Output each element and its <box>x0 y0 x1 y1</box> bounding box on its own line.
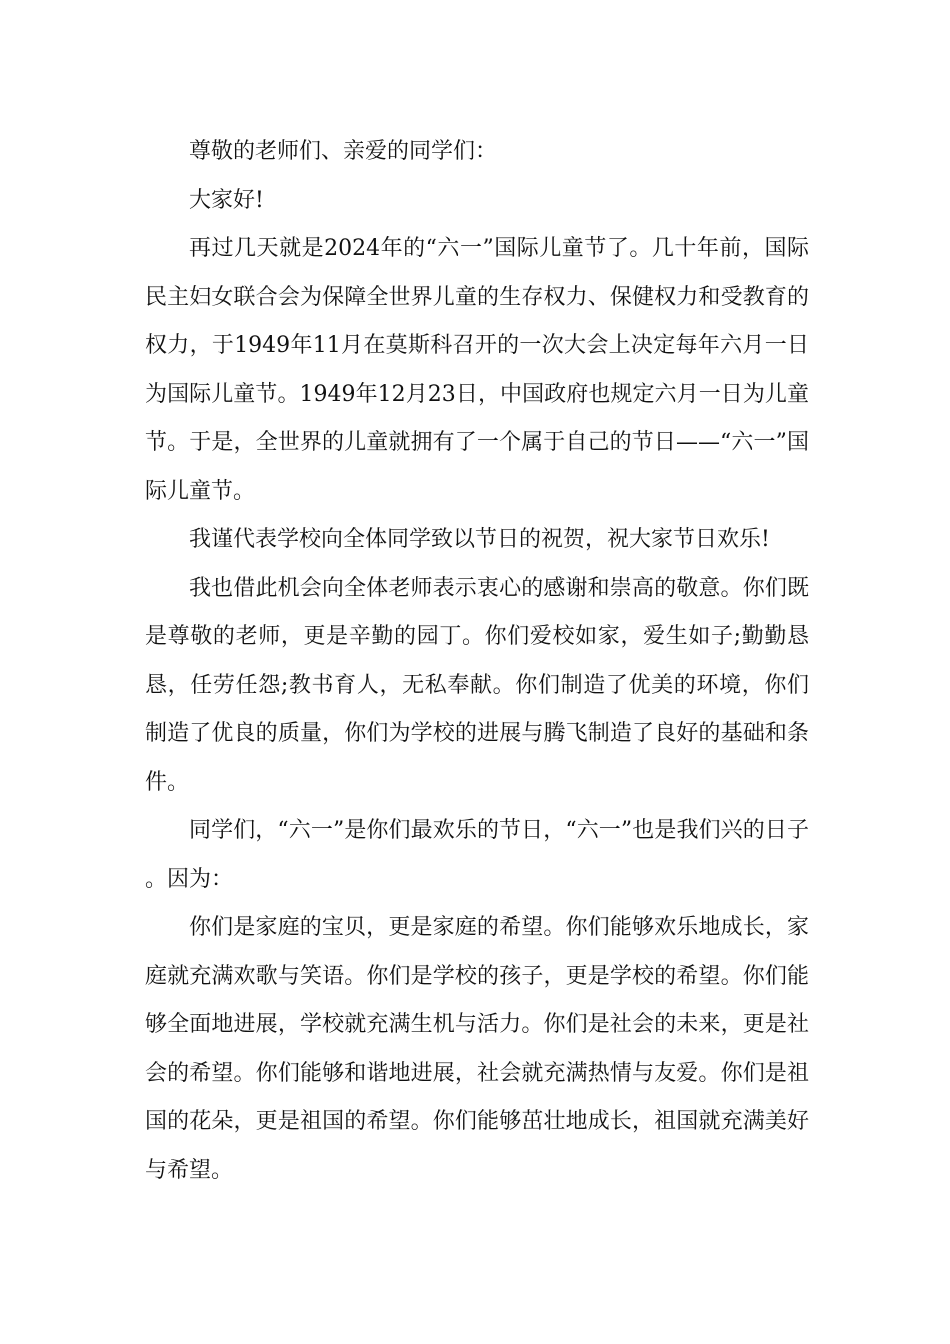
paragraph-students: 同学们，“六一”是你们最欢乐的节日，“六一”也是我们兴的日子。因为： <box>145 818 809 892</box>
salutation: 尊敬的老师们、亲爱的同学们： <box>189 139 498 164</box>
paragraph-congratulations: 我谨代表学校向全体同学致以节日的祝贺，祝大家节日欢乐! <box>189 527 770 552</box>
speech-body <box>145 128 809 1195</box>
paragraph-hope: 你们是家庭的宝贝，更是家庭的希望。你们能够欢乐地成长，家庭就充满欢歌与笑语。你们是学校的孩子，更是学校的希望。你们能够全面地进展，学校就充满生机与活力。你们是社会的未来，更是社会的希望。你们能够和谐地进展，社会就充满热情与友爱。你们是祖国的花朵，更是祖国的希望。你们能够茁壮地成长，祖国就充满美好与希望。 <box>145 915 809 1183</box>
paragraph-history: 再过几天就是2024年的“六一”国际儿童节了。几十年前，国际民主妇女联合会为保障全世界儿童的生存权力、保健权力和受教育的权力，于1949年11月在莫斯科召开的一次大会上决定每年六月一日为国际儿童节。1949年12月23日，中国政府也规定六月一日为儿童节。于是，全世界的儿童就拥有了一个属于自己的节日——“六一”国际儿童节。 <box>145 236 809 504</box>
paragraph-thanks-teachers: 我也借此机会向全体老师表示衷心的感谢和崇高的敬意。你们既是尊敬的老师，更是辛勤的园丁。你们爱校如家，爱生如子;勤勤恳恳，任劳任怨;教书育人，无私奉献。你们制造了优美的环境，你们制造了优良的质量，你们为学校的进展与腾飞制造了良好的基础和条件。 <box>145 575 809 795</box>
greeting: 大家好! <box>189 187 264 213</box>
